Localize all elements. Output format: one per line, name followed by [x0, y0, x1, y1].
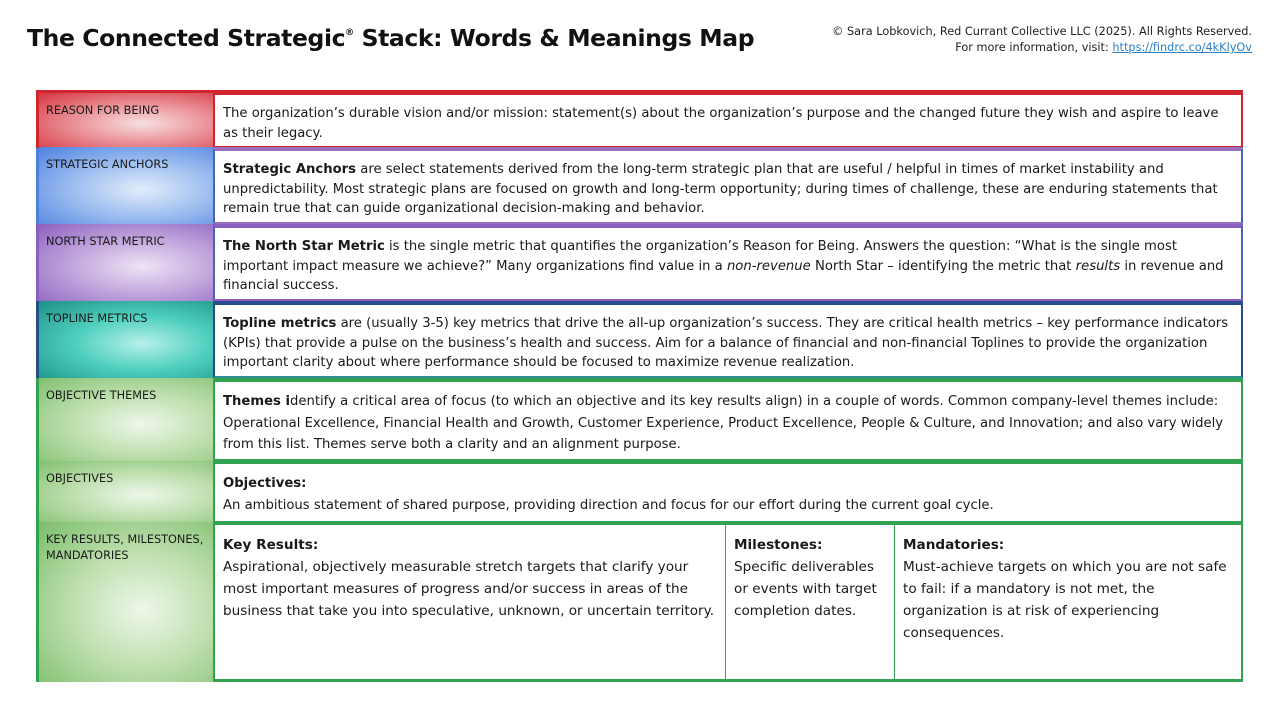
row-objectives [36, 461, 1243, 523]
key-results-text: Aspirational, objectively measurable stretch targets that clarify your most important measures of progress and/or success in areas of the business that take you into speculative, unknown, or uncertain territory. [223, 559, 715, 619]
milestones-cell [726, 525, 895, 679]
mandatories-text: Must-achieve targets on which you are not safe to fail: if a mandatory is not met, the organization is at risk of experiencing consequences. [903, 559, 1227, 641]
milestones-text: Specific deliverables or events with target completion dates. [734, 559, 877, 619]
mandatories-heading: Mandatories: [903, 537, 1005, 553]
row-description [213, 522, 1243, 682]
more-info-link[interactable]: https://findrc.co/4kKlyOv [1112, 41, 1252, 54]
row-description: Objectives: An ambitious statement of shared purpose, providing direction and focus for our effort during the current goal cycle. [213, 461, 1243, 523]
row-label: OBJECTIVES [36, 461, 213, 523]
page-title: The Connected Strategic® Stack: Words & Meanings Map [27, 24, 755, 52]
row-topline-metrics [36, 301, 1243, 378]
row-label: TOPLINE METRICS [36, 301, 213, 378]
row-description: Themes identify a critical area of focus (to which an objective and its key results align) in a couple of words. Common company-level themes include: Operational Excellence, Financial Health and Growth, Customer Experience, Product Excellence, People & Culture, and Innovation; and also vary widely from this list. Themes serve both a clarity and an alignment purpose. [213, 378, 1243, 462]
key-results-cell [215, 525, 726, 679]
row-description: Strategic Anchors are select statements derived from the long-term strategic plan that are useful / helpful in times of market instability and unpredictability. Most strategic plans are focused on growth and long-term opportunity; during times of challenge, these are enduring statements that remain true that can guide organizational decision-making and behavior. [213, 147, 1243, 224]
row-label: KEY RESULTS, MILESTONES, MANDATORIES [36, 522, 213, 682]
row-objective-themes [36, 378, 1243, 462]
row-label: STRATEGIC ANCHORS [36, 147, 213, 224]
row-strategic-anchors [36, 147, 1243, 224]
copyright-notice [832, 24, 1252, 56]
stack-left-border [36, 90, 39, 682]
row-label: OBJECTIVE THEMES [36, 378, 213, 462]
key-results-heading: Key Results: [223, 537, 319, 553]
mandatories-cell [895, 525, 1241, 679]
row-description: The North Star Metric is the single metric that quantifies the organization’s Reason for Being. Answers the question: “What is the single most important impact measure we achieve?” Many organizations find value in a non-revenue North Star – identifying the metric that results in revenue and financial success. [213, 224, 1243, 301]
row-north-star-metric [36, 224, 1243, 301]
milestones-heading: Milestones: [734, 537, 823, 553]
row-label: REASON FOR BEING [36, 93, 213, 148]
row-reason-for-being [36, 90, 1243, 148]
row-description: The organization’s durable vision and/or mission: statement(s) about the organization’s purpose and the changed future they wish and aspire to leave as their legacy. [213, 93, 1243, 148]
row-description: Topline metrics are (usually 3-5) key metrics that drive the all-up organization’s success. They are critical health metrics – key performance indicators (KPIs) that provide a pulse on the business’s health and success. Aim for a balance of financial and non-financial Toplines to provide the organization important clarity about where performance should be focused to maximize revenue realization. [213, 301, 1243, 378]
copyright-line: © Sara Lobkovich, Red Currant Collective LLC (2025). All Rights Reserved. [832, 25, 1252, 38]
row-label: NORTH STAR METRIC [36, 224, 213, 301]
more-info-line: For more information, visit: https://findrc.co/4kKlyOv [955, 41, 1252, 54]
registered-mark: ® [345, 28, 354, 38]
row-key-results-milestones-mandatories [36, 522, 1243, 682]
